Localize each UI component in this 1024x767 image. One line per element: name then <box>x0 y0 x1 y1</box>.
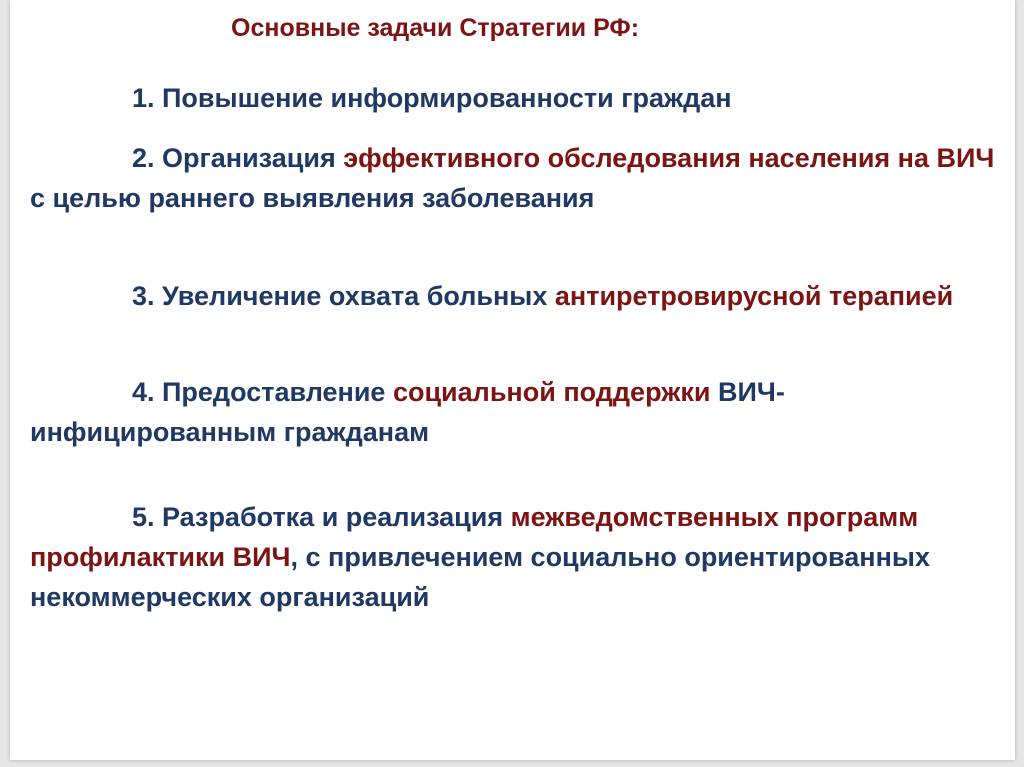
task-item-1 <box>30 78 1000 118</box>
task-text: 4. Предоставление <box>132 377 393 407</box>
task-highlight: межведомственных программ профилактики ВИЧ <box>30 502 919 572</box>
task-text: 1. Повышение информированности граждан <box>132 83 732 113</box>
task-item-5 <box>30 497 1000 617</box>
task-item-2 <box>30 138 1000 218</box>
task-item-3 <box>30 276 1000 316</box>
task-highlight: социальной поддержки <box>392 377 711 407</box>
task-highlight: эффективного обследования населения на ВИЧ <box>343 143 995 173</box>
task-text: 3. Увеличение охвата больных <box>132 281 555 311</box>
task-highlight: антиретровирусной терапией <box>554 281 954 311</box>
task-text: ВИЧ-инфицированным гражданам <box>30 377 785 447</box>
task-text: , с привлечением социально ориентированных некоммерческих организаций <box>30 542 930 612</box>
task-item-4 <box>30 372 1000 452</box>
task-text: 2. Организация <box>132 143 344 173</box>
task-text: с целью раннего выявления заболевания <box>30 183 595 213</box>
slide <box>10 0 1015 760</box>
task-text: 5. Разработка и реализация <box>132 502 511 532</box>
slide-title: Основные задачи Стратегии РФ: <box>231 14 640 42</box>
